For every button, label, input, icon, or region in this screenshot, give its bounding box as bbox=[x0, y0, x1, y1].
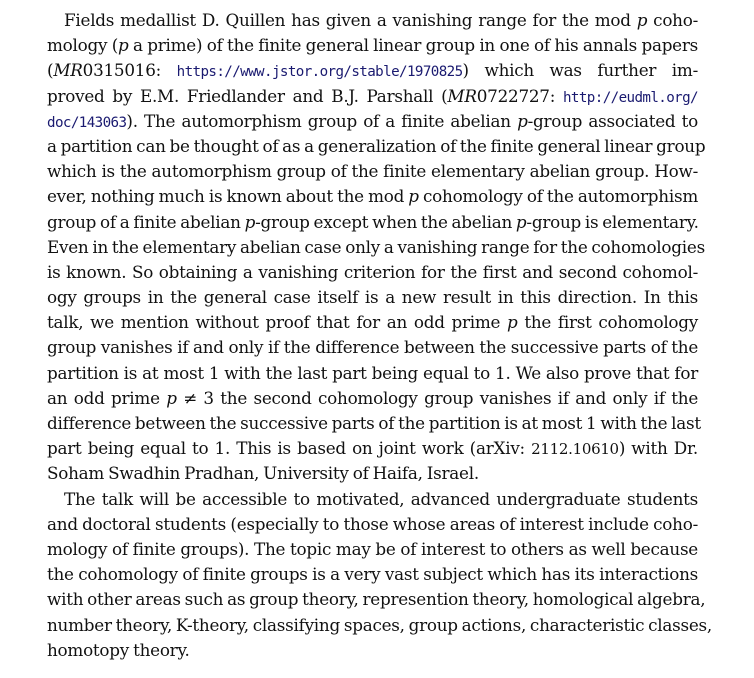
text-run: is known. So obtaining a vanishing criterion for the first and second cohomol- bbox=[47, 261, 698, 282]
math-symbol: p bbox=[636, 10, 648, 30]
math-symbol: MR bbox=[53, 60, 83, 81]
text-run: and doctoral students (especially to those whose areas of interest include coho- bbox=[47, 513, 698, 534]
arxiv-id: 2112.10610 bbox=[531, 440, 619, 459]
text-line bbox=[47, 84, 698, 109]
text-run: -group is elementary. bbox=[526, 211, 699, 232]
text-run: ) with Dr. bbox=[618, 438, 698, 459]
url-text: doc/143063 bbox=[47, 114, 127, 131]
text-line bbox=[47, 109, 698, 134]
text-line bbox=[47, 335, 698, 360]
text-run: a prime) of the finite general linear group in one of his annals papers bbox=[128, 35, 699, 56]
text-line bbox=[47, 260, 698, 285]
text-line bbox=[47, 8, 698, 33]
text-run: ( bbox=[47, 60, 54, 81]
math-symbol: p bbox=[118, 35, 129, 56]
math-symbol: p bbox=[517, 110, 528, 131]
text-line bbox=[47, 537, 698, 562]
text-run: partition is at most 1 with the last part being equal to 1. We also prove that for bbox=[47, 362, 698, 383]
math-symbol: p bbox=[515, 211, 527, 232]
text-run: the cohomology of finite groups is a very vast subject which has its interactions bbox=[47, 564, 698, 585]
abstract-text bbox=[47, 8, 713, 663]
text-run: the first cohomology bbox=[517, 312, 699, 333]
text-run: ever, nothing much is known about the mod bbox=[47, 186, 409, 207]
text-run: difference between the successive parts of the partition is at most 1 with the last bbox=[47, 413, 701, 433]
text-line bbox=[47, 134, 706, 159]
text-line bbox=[47, 210, 698, 235]
text-run: cohomology of the automorphism bbox=[418, 186, 698, 207]
math-symbol: p bbox=[166, 387, 177, 408]
math-symbol: MR bbox=[447, 85, 477, 106]
paragraph bbox=[47, 487, 713, 663]
text-run: coho- bbox=[647, 10, 698, 30]
text-run: ≠ 3 the second cohomology group vanishes if and only if the bbox=[176, 387, 698, 408]
text-line bbox=[47, 638, 698, 663]
text-line bbox=[47, 461, 698, 486]
text-line bbox=[47, 386, 698, 411]
text-run: ) which was further im- bbox=[462, 60, 698, 81]
text-line bbox=[47, 361, 698, 386]
text-line bbox=[47, 285, 698, 310]
text-run: with other areas such as group theory, represention theory, homological algebra, bbox=[47, 589, 706, 610]
text-run: part being equal to 1. This is based on joint work (arXiv: bbox=[47, 438, 532, 459]
math-symbol: p bbox=[507, 312, 518, 333]
text-line bbox=[47, 33, 698, 58]
text-run: 0315016: bbox=[82, 60, 177, 81]
text-line bbox=[47, 436, 698, 461]
text-line bbox=[47, 235, 705, 260]
text-run: talk, we mention without proof that for an odd prime bbox=[47, 312, 508, 333]
text-run: proved by E.M. Friedlander and B.J. Parshall ( bbox=[47, 85, 448, 106]
text-line bbox=[47, 411, 701, 436]
text-run: mology of finite groups). The topic may be of interest to others as well because bbox=[47, 538, 698, 559]
text-run: group vanishes if and only if the difference between the successive parts of the bbox=[47, 337, 698, 358]
text-line bbox=[47, 562, 698, 587]
text-run: Even in the elementary abelian case only a vanishing range for the cohomologies bbox=[47, 236, 705, 257]
text-run: -group associated to bbox=[527, 110, 698, 131]
url-text: http://eudml.org/ bbox=[562, 89, 698, 106]
text-run: group of a finite abelian bbox=[47, 211, 245, 232]
text-run: 0722727: bbox=[476, 85, 563, 106]
text-line bbox=[47, 613, 713, 638]
text-line bbox=[47, 487, 698, 512]
text-line bbox=[47, 184, 698, 209]
text-run: mology ( bbox=[47, 35, 118, 56]
text-run: homotopy theory. bbox=[47, 639, 190, 660]
text-line bbox=[47, 512, 698, 537]
paragraph bbox=[47, 8, 706, 487]
url-text: https://www.jstor.org/stable/1970825 bbox=[176, 64, 463, 81]
text-run: ). The automorphism group of a finite abelian bbox=[126, 110, 518, 131]
text-line bbox=[47, 159, 698, 184]
text-run: which is the automorphism group of the finite elementary abelian group. How- bbox=[47, 161, 698, 182]
text-run: The talk will be accessible to motivated, advanced undergraduate students bbox=[64, 488, 698, 509]
text-line bbox=[47, 310, 698, 335]
text-line bbox=[47, 587, 706, 612]
text-line bbox=[47, 58, 698, 83]
text-run: ogy groups in the general case itself is a new result in this direction. In this bbox=[47, 287, 698, 308]
text-run: number theory, K-theory, classifying spaces, group actions, characteristic classes, bbox=[47, 614, 713, 635]
text-run: Soham Swadhin Pradhan, University of Haifa, Israel. bbox=[47, 463, 479, 484]
text-run: -group except when the abelian bbox=[255, 211, 516, 232]
math-symbol: p bbox=[408, 186, 419, 207]
text-run: a partition can be thought of as a generalization of the finite general linear group bbox=[47, 135, 706, 156]
text-run: an odd prime bbox=[47, 387, 167, 408]
text-run: Fields medallist D. Quillen has given a vanishing range for the mod bbox=[64, 10, 637, 30]
math-symbol: p bbox=[244, 211, 256, 232]
